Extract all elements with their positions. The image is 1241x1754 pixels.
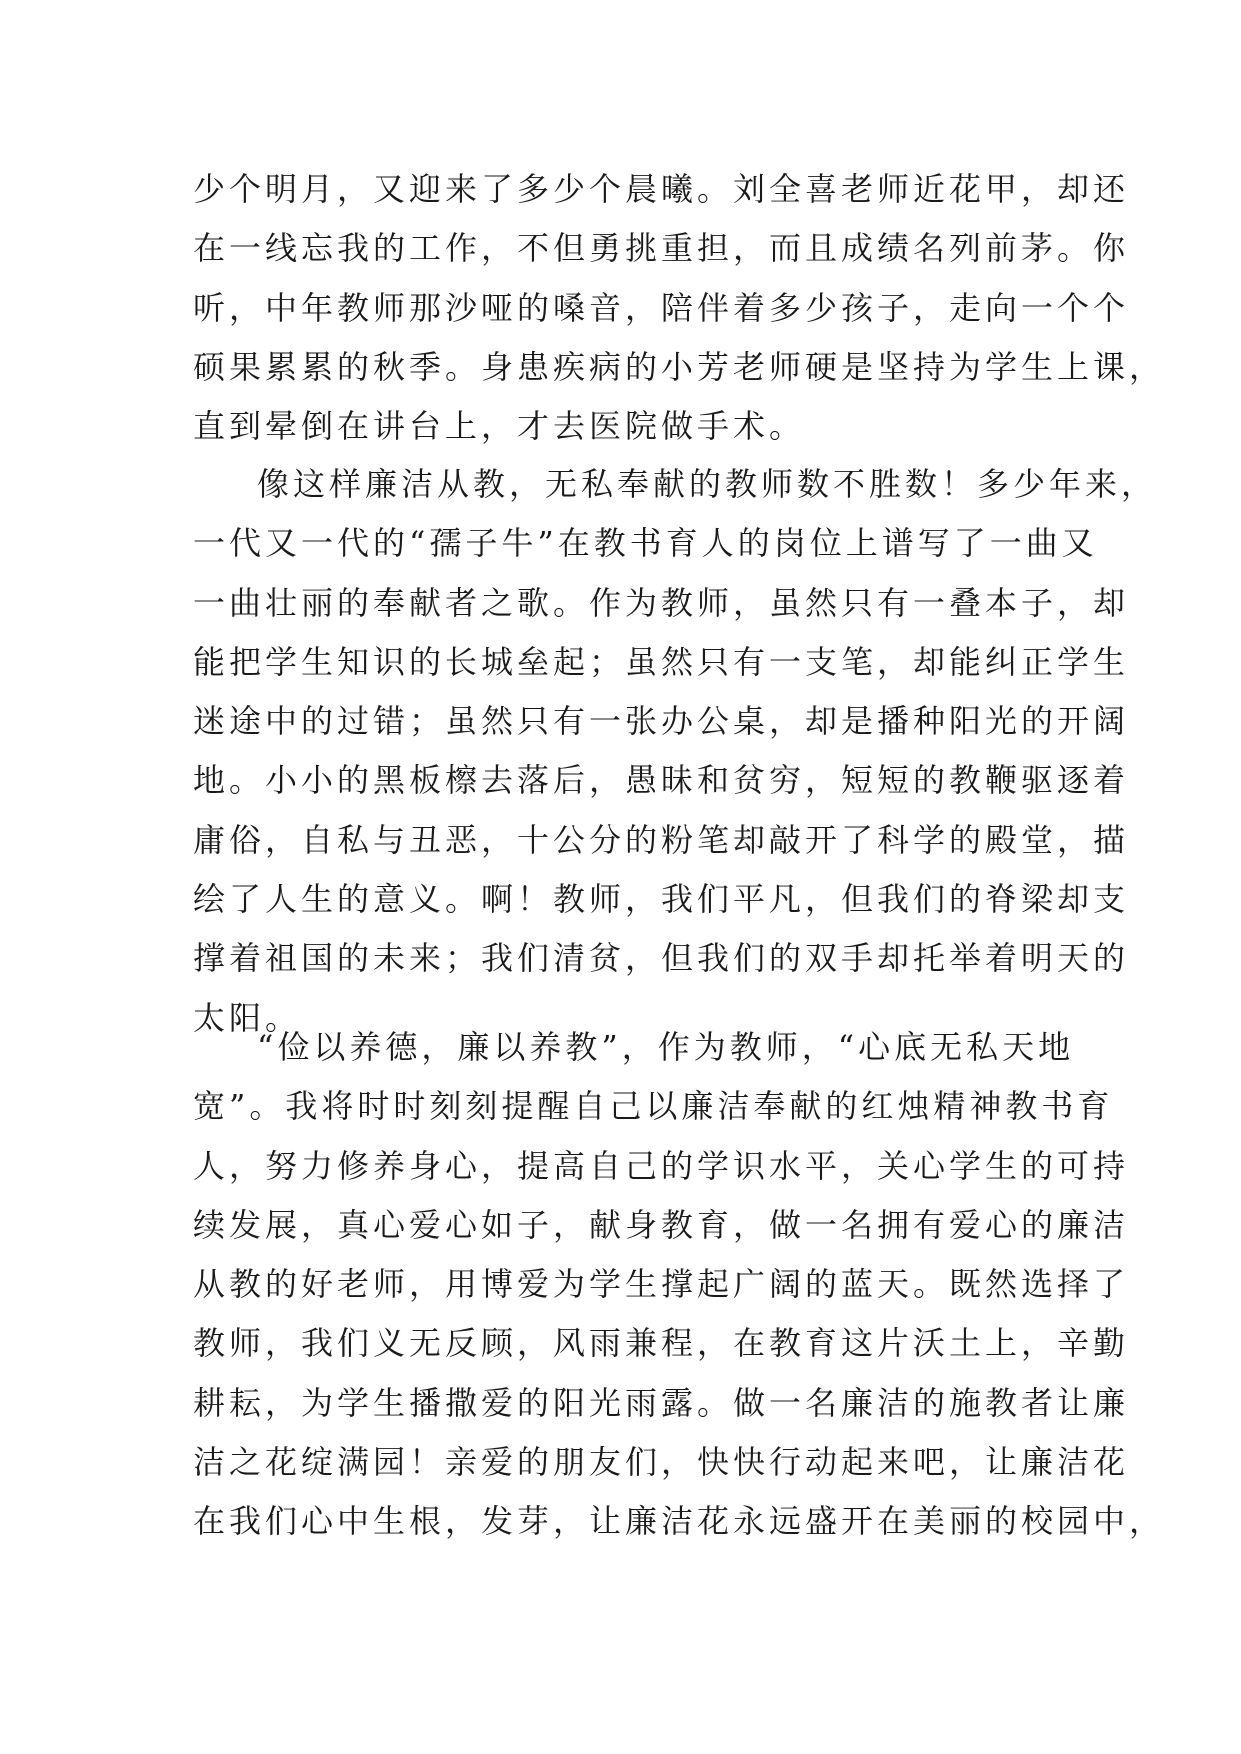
text-line: 绘了人生的意义。啊！教师，我们平凡，但我们的脊梁却支 xyxy=(193,880,1130,919)
text-line: 一代又一代的“孺子牛”在教书育人的岗位上谱写了一曲又 xyxy=(193,524,1098,563)
text-line: 在一线忘我的工作，不但勇挑重担，而且成绩名列前茅。你 xyxy=(193,229,1130,268)
text-line: 洁之花绽满园！亲爱的朋友们，快快行动起来吧，让廉洁花 xyxy=(193,1443,1130,1482)
text-line: 一曲壮丽的奉献者之歌。作为教师，虽然只有一叠本子，却 xyxy=(193,583,1130,622)
text-line: “俭以养德，廉以养教”，作为教师，“心底无私天地 xyxy=(257,1028,1075,1066)
text-line: 少个明月，又迎来了多少个晨曦。刘全喜老师近花甲，却还 xyxy=(193,170,1130,208)
paragraph-2 xyxy=(193,455,1158,1048)
text-line: 撑着祖国的未来；我们清贫，但我们的双手却托举着明天的 xyxy=(193,939,1130,978)
text-line: 像这样廉洁从教，无私奉献的教师数不胜数！多少年来， xyxy=(257,465,1158,503)
paragraph-1 xyxy=(193,160,1166,456)
text-line: 太阳。 xyxy=(193,998,302,1037)
text-line: 庸俗，自私与丑恶，十公分的粉笔却敲开了科学的殿堂，描 xyxy=(193,820,1130,859)
text-line: 耕耘，为学生播撒爱的阳光雨露。做一名廉洁的施教者让廉 xyxy=(193,1383,1130,1422)
paragraph-3 xyxy=(193,1018,1166,1552)
text-line: 从教的好老师，用博爱为学生撑起广阔的蓝天。既然选择了 xyxy=(193,1265,1130,1304)
text-line: 地。小小的黑板檫去落后，愚昧和贫穷，短短的教鞭驱逐着 xyxy=(193,761,1130,800)
text-line: 听，中年教师那沙哑的嗓音，陪伴着多少孩子，走向一个个 xyxy=(193,288,1130,327)
text-line: 续发展，真心爱心如子，献身教育，做一名拥有爱心的廉洁 xyxy=(193,1205,1130,1244)
text-line: 迷途中的过错；虽然只有一张办公桌，却是播种阳光的开阔 xyxy=(193,702,1130,741)
text-line: 在我们心中生根，发芽，让廉洁花永远盛开在美丽的校园中， xyxy=(193,1502,1166,1541)
text-line: 能把学生知识的长城垒起；虽然只有一支笔，却能纠正学生 xyxy=(193,642,1130,681)
text-line: 宽”。我将时时刻刻提醒自己以廉洁奉献的红烛精神教书育 xyxy=(193,1087,1114,1126)
text-line: 人，努力修养身心，提高自己的学识水平，关心学生的可持 xyxy=(193,1146,1130,1185)
text-line: 硕果累累的秋季。身患疾病的小芳老师硬是坚持为学生上课， xyxy=(193,347,1166,386)
text-line: 教师，我们义无反顾，风雨兼程，在教育这片沃土上，辛勤 xyxy=(193,1324,1130,1363)
text-line: 直到晕倒在讲台上，才去医院做手术。 xyxy=(193,407,806,446)
